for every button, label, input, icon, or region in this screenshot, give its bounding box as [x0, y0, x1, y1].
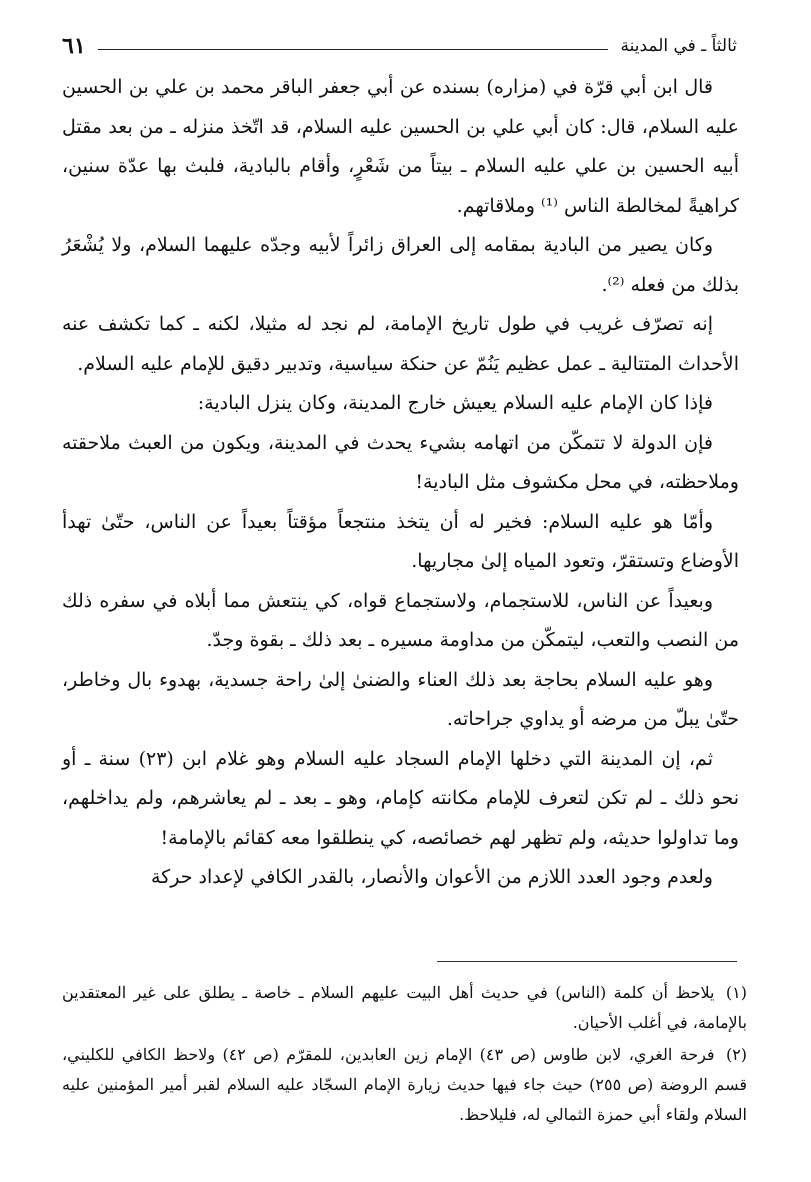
paragraph: فإذا كان الإمام عليه السلام يعيش خارج المدينة، وكان ينزل البادية:: [197, 392, 713, 414]
page-number: ٦١: [62, 33, 86, 59]
paragraph: وبعيداً عن الناس، للاستجمام، ولاستجماع قواه، كي ينتعش مما أبلاه في سفره ذلك من النصب والتعب، ليتمكّن من مداومة مسيره ـ بعد ذلك ـ بقوة وجدّ.: [62, 589, 739, 651]
footnotes: [62, 978, 747, 1132]
paragraph: إنه تصرّف غريب في طول تاريخ الإمامة، لم نجد له مثيلا، لكنه ـ كما تكشف عنه الأحداث المتتالية ـ عمل عظيم يَنُمّ عن حنكة سياسية، وتدبير دقيق للإمام عليه السلام.: [62, 313, 739, 375]
paragraph: ولعدم وجود العدد اللازم من الأعوان والأنصار، بالقدر الكافي لإعداد حركة: [150, 866, 713, 888]
paragraph: قال ابن أبي قرّة في (مزاره) بسنده عن أبي جعفر الباقر محمد بن علي بن الحسين عليه السلام، قال: كان أبي علي بن الحسين عليه السلام، قد اتّخذ منزله ـ من بعد مقتل أبيه الحسين بن علي عليه السلام ـ بيتاً من شَعْرٍ، وأقام بالبادية، فلبث بها عدّة سنين، كراهيةً لمخالطة الناس ⁽¹⁾ وملاقاتهم.: [62, 76, 739, 217]
body-text: [62, 68, 739, 898]
footnote-mark: (٢): [725, 1045, 748, 1064]
paragraph: فإن الدولة لا تتمكّن من اتهامه بشيء يحدث في المدينة، ويكون من العبث ملاحقته وملاحظته، في محل مكشوف مثل البادية!: [62, 431, 739, 493]
paragraph: وأمّا هو عليه السلام: فخير له أن يتخذ منتجعاً مؤقتاً بعيداً عن الناس، حتّىٰ تهدأ الأوضاع وتستقرّ، وتعود المياه إلىٰ مجاريها.: [62, 510, 739, 572]
paragraph: وهو عليه السلام بحاجة بعد ذلك العناء والضنىٰ إلىٰ راحة جسدية، بهدوء بال وخاطر، حتّىٰ يبلّ من مرضه أو يداوي جراحاته.: [62, 668, 739, 730]
footnote-1: [62, 978, 747, 1038]
running-header: [62, 30, 737, 62]
header-rule: [98, 49, 609, 50]
footnote-mark: (١): [725, 983, 748, 1002]
footnote-2: [62, 1040, 747, 1130]
footnote-text: فرحة الغري، لابن طاوس (ص ٤٣) الإمام زين العابدين، للمقرّم (ص ٤٢) ولاحظ الكافي للكليني، قسم الروضة (ص ٢٥٥) حيث جاء فيها حديث زيارة الإمام السجّاد عليه السلام لقبر أمير المؤمنين عليه السلام ولقاء أبي حمزة الثمالي له، فليلاحظ.: [62, 1045, 747, 1124]
running-title: ثالثاً ـ في المدينة: [620, 36, 737, 56]
paragraph: وكان يصير من البادية بمقامه إلى العراق زائراً لأبيه وجدّه عليهما السلام، ولا يُشْعَرُ بذلك من فعله ⁽²⁾.: [62, 234, 739, 296]
footnote-text: يلاحظ أن كلمة (الناس) في حديث أهل البيت عليهم السلام ـ خاصة ـ يطلق على غير المعتقدين بالإمامة، في أغلب الأحيان.: [62, 983, 747, 1032]
footnote-separator: [437, 961, 737, 962]
paragraph: ثم، إن المدينة التي دخلها الإمام السجاد عليه السلام وهو غلام ابن (٢٣) سنة ـ أو نحو ذلك ـ لم تكن لتعرف للإمام مكانته كإمام، وهو ـ بعد ـ لم يعاشرهم، ولم يداخلهم، وما تداولوا حديثه، ولم تظهر لهم خصائصه، كي ينطلقوا معه كقائم بالإمامة!: [62, 747, 739, 849]
